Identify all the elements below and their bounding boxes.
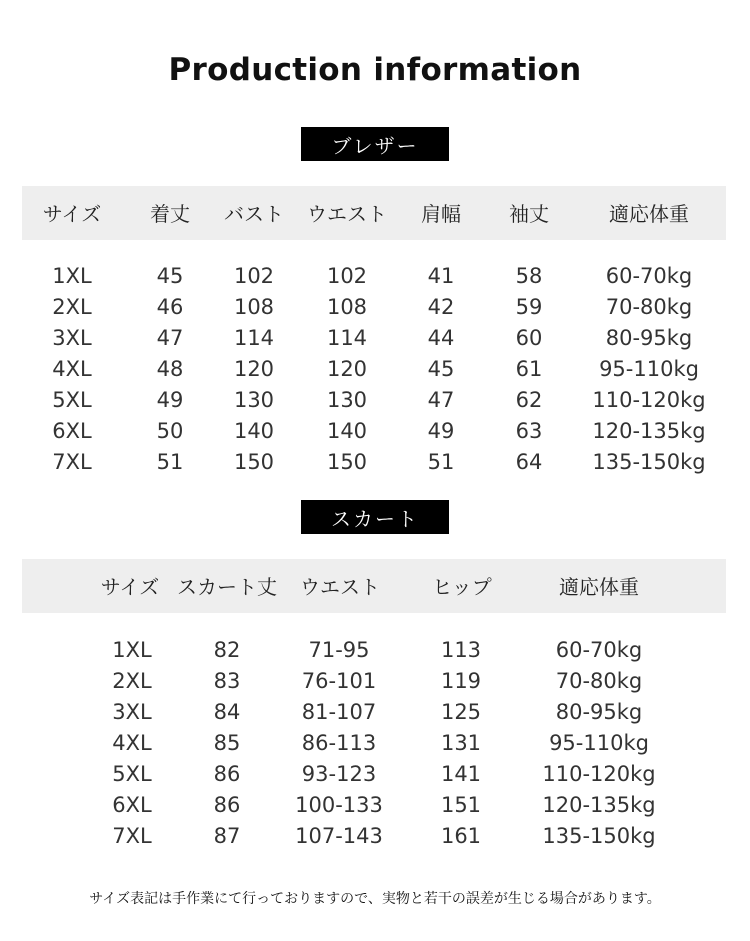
blazer-table-cell: 58 [515, 264, 543, 288]
blazer-column-header: 適応体重 [609, 202, 689, 226]
skirt-column-header: ヒップ [432, 575, 492, 599]
blazer-table-cell: 46 [156, 295, 184, 319]
blazer-table-cell: 2XL [52, 295, 92, 319]
skirt-table-cell: 5XL [112, 762, 152, 786]
blazer-table-cell: 44 [427, 326, 455, 350]
skirt-table-cell: 119 [440, 669, 482, 693]
skirt-table-cell: 3XL [112, 700, 152, 724]
blazer-table-cell: 95-110kg [599, 357, 699, 381]
blazer-table-cell: 45 [427, 357, 455, 381]
blazer-table-cell: 110-120kg [592, 388, 706, 412]
page-title: Production information [168, 52, 582, 88]
skirt-table-cell: 6XL [112, 793, 152, 817]
blazer-table-cell: 150 [326, 450, 368, 474]
blazer-column-header: 袖丈 [509, 202, 549, 226]
blazer-table-cell: 114 [233, 326, 275, 350]
size-disclaimer: サイズ表記は手作業にて行っておりますので、実物と若干の誤差が生じる場合があります。 [89, 891, 661, 907]
skirt-table-cell: 81-107 [301, 700, 377, 724]
skirt-table-cell: 4XL [112, 731, 152, 755]
blazer-table-cell: 50 [156, 419, 184, 443]
skirt-column-header: サイズ [100, 575, 160, 599]
blazer-table-cell: 70-80kg [605, 295, 693, 319]
skirt-table-cell: 80-95kg [555, 700, 643, 724]
skirt-table-cell: 84 [213, 700, 241, 724]
blazer-table-cell: 60 [515, 326, 543, 350]
blazer-table-cell: 47 [427, 388, 455, 412]
blazer-table-cell: 114 [326, 326, 368, 350]
skirt-table-cell: 135-150kg [542, 824, 656, 848]
skirt-table-cell: 100-133 [295, 793, 383, 817]
blazer-column-header: バスト [224, 202, 284, 226]
blazer-section-label: ブレザー [301, 127, 449, 161]
blazer-table-cell: 49 [427, 419, 455, 443]
blazer-table-cell: 42 [427, 295, 455, 319]
skirt-table-cell: 83 [213, 669, 241, 693]
skirt-table-cell: 95-110kg [549, 731, 649, 755]
blazer-column-header: 肩幅 [421, 202, 461, 226]
skirt-table-cell: 141 [440, 762, 482, 786]
blazer-table-cell: 135-150kg [592, 450, 706, 474]
blazer-table-cell: 140 [326, 419, 368, 443]
skirt-table-cell: 2XL [112, 669, 152, 693]
blazer-table-cell: 102 [326, 264, 368, 288]
skirt-table-cell: 110-120kg [542, 762, 656, 786]
blazer-table-cell: 59 [515, 295, 543, 319]
blazer-table-cell: 51 [156, 450, 184, 474]
blazer-table-cell: 51 [427, 450, 455, 474]
skirt-table-cell: 151 [440, 793, 482, 817]
blazer-table-cell: 150 [233, 450, 275, 474]
skirt-table-cell: 93-123 [301, 762, 377, 786]
skirt-table-cell: 161 [440, 824, 482, 848]
blazer-column-header: 着丈 [150, 202, 190, 226]
blazer-table-cell: 5XL [52, 388, 92, 412]
skirt-table-cell: 131 [440, 731, 482, 755]
blazer-table-cell: 62 [515, 388, 543, 412]
skirt-table-cell: 82 [213, 638, 241, 662]
blazer-table-cell: 120 [233, 357, 275, 381]
skirt-column-header: 適応体重 [559, 575, 639, 599]
blazer-table-cell: 61 [515, 357, 543, 381]
skirt-table-cell: 1XL [112, 638, 152, 662]
blazer-column-header: サイズ [42, 202, 102, 226]
blazer-table-cell: 63 [515, 419, 543, 443]
blazer-table-cell: 41 [427, 264, 455, 288]
blazer-table-cell: 6XL [52, 419, 92, 443]
blazer-table-cell: 45 [156, 264, 184, 288]
blazer-table-cell: 130 [326, 388, 368, 412]
blazer-column-header: ウエスト [307, 202, 387, 226]
skirt-table-cell: 125 [440, 700, 482, 724]
skirt-table-cell: 107-143 [295, 824, 383, 848]
blazer-table-cell: 108 [233, 295, 275, 319]
skirt-table-cell: 70-80kg [555, 669, 643, 693]
blazer-table-cell: 1XL [52, 264, 92, 288]
skirt-table-cell: 87 [213, 824, 241, 848]
skirt-table-cell: 60-70kg [555, 638, 643, 662]
blazer-table-cell: 140 [233, 419, 275, 443]
blazer-table-cell: 4XL [52, 357, 92, 381]
blazer-table-cell: 130 [233, 388, 275, 412]
skirt-column-header: スカート丈 [177, 575, 277, 599]
skirt-table-cell: 113 [440, 638, 482, 662]
skirt-table-cell: 76-101 [301, 669, 377, 693]
skirt-table-cell: 71-95 [308, 638, 370, 662]
skirt-table-cell: 86 [213, 762, 241, 786]
skirt-table-cell: 120-135kg [542, 793, 656, 817]
blazer-table-cell: 3XL [52, 326, 92, 350]
blazer-table-cell: 120 [326, 357, 368, 381]
blazer-table-cell: 60-70kg [605, 264, 693, 288]
skirt-table-cell: 86-113 [301, 731, 377, 755]
skirt-section-label: スカート [301, 500, 449, 534]
skirt-table-cell: 86 [213, 793, 241, 817]
blazer-table-cell: 48 [156, 357, 184, 381]
blazer-table-cell: 102 [233, 264, 275, 288]
blazer-table-cell: 108 [326, 295, 368, 319]
skirt-column-header: ウエスト [300, 575, 380, 599]
blazer-table-cell: 120-135kg [592, 419, 706, 443]
blazer-table-cell: 47 [156, 326, 184, 350]
skirt-table-cell: 7XL [112, 824, 152, 848]
blazer-table-cell: 49 [156, 388, 184, 412]
blazer-table-cell: 7XL [52, 450, 92, 474]
blazer-table-cell: 64 [515, 450, 543, 474]
blazer-table-cell: 80-95kg [605, 326, 693, 350]
skirt-table-cell: 85 [213, 731, 241, 755]
